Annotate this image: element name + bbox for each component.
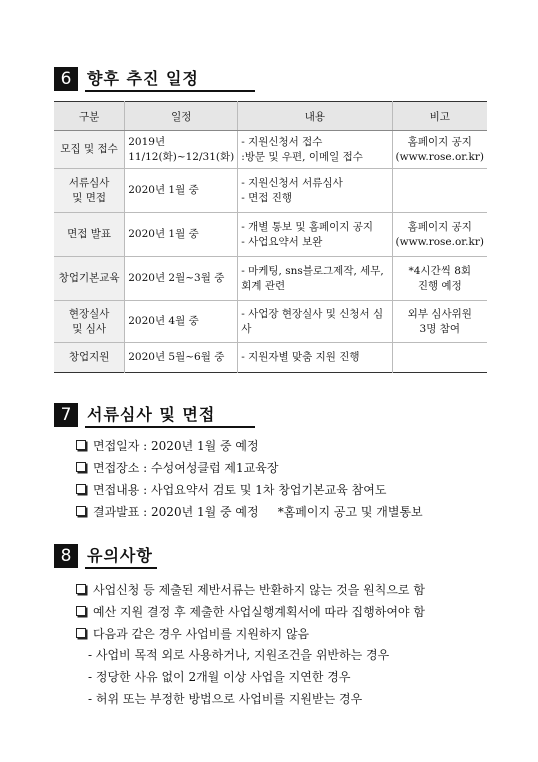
cell-note: *4시간씩 8회 진행 예정 bbox=[392, 257, 487, 301]
checkbox-bullet-icon bbox=[76, 462, 86, 472]
cell-category: 창업지원 bbox=[54, 343, 125, 373]
cell-note bbox=[392, 169, 487, 213]
table-header-row bbox=[54, 102, 487, 131]
cell-date: 2020년 2월~3월 중 bbox=[125, 257, 238, 301]
section-title: 서류심사 및 면접 bbox=[87, 405, 216, 424]
checkbox-bullet-icon bbox=[76, 584, 86, 594]
table-row bbox=[54, 169, 487, 213]
list-item bbox=[76, 434, 423, 456]
checkbox-bullet-icon bbox=[76, 506, 86, 516]
cell-category: 모집 및 접수 bbox=[54, 131, 125, 169]
section-title: 향후 추진 일정 bbox=[87, 69, 199, 88]
header-content: 내용 bbox=[238, 102, 392, 131]
list-item-text: 면접장소 : 수성여성클럽 제1교육장 bbox=[93, 460, 279, 475]
schedule-table bbox=[54, 101, 487, 373]
cell-note bbox=[392, 343, 487, 373]
sub-list-item: - 정당한 사유 없이 2개월 이상 사업을 지연한 경우 bbox=[88, 670, 351, 684]
cell-category: 창업기본교육 bbox=[54, 257, 125, 301]
list-item bbox=[76, 478, 423, 500]
notice-list bbox=[76, 578, 425, 644]
list-item-text: 결과발표 : 2020년 1월 중 예정 *홈페이지 공고 및 개별통보 bbox=[93, 504, 423, 519]
checkbox-bullet-icon bbox=[76, 484, 86, 494]
table-row bbox=[54, 257, 487, 301]
list-item bbox=[76, 456, 423, 478]
table-row bbox=[54, 301, 487, 343]
cell-date: 2019년 11/12(화)~12/31(화) bbox=[125, 131, 238, 169]
cell-content: - 사업장 현장실사 및 신청서 심사 bbox=[238, 301, 392, 343]
title-underline bbox=[85, 567, 157, 569]
header-category: 구분 bbox=[54, 102, 125, 131]
sub-list-item: - 허위 또는 부정한 방법으로 사업비를 지원받는 경우 bbox=[88, 692, 363, 706]
title-underline bbox=[85, 426, 255, 428]
cell-content: - 지원신청서 서류심사 - 면접 진행 bbox=[238, 169, 392, 213]
list-item-text: 면접내용 : 사업요약서 검토 및 1차 창업기본교육 참여도 bbox=[93, 482, 387, 497]
cell-category: 현장실사 및 심사 bbox=[54, 301, 125, 343]
cell-date: 2020년 1월 중 bbox=[125, 213, 238, 257]
section-8-heading bbox=[54, 543, 153, 568]
section-number: 8 bbox=[54, 544, 78, 568]
cell-date: 2020년 4월 중 bbox=[125, 301, 238, 343]
list-item-text: 다음과 같은 경우 사업비를 지원하지 않음 bbox=[93, 626, 310, 641]
section-6-heading bbox=[54, 66, 199, 91]
list-item bbox=[76, 622, 425, 644]
list-item-text: 예산 지원 결정 후 제출한 사업실행계획서에 따라 집행하여야 함 bbox=[93, 604, 425, 619]
section-7-heading bbox=[54, 402, 215, 427]
header-note: 비고 bbox=[392, 102, 487, 131]
checkbox-bullet-icon bbox=[76, 606, 86, 616]
cell-category: 면접 발표 bbox=[54, 213, 125, 257]
cell-category: 서류심사 및 면접 bbox=[54, 169, 125, 213]
section-number: 6 bbox=[54, 67, 78, 91]
list-item-text: 사업신청 등 제출된 제반서류는 반환하지 않는 것을 원칙으로 함 bbox=[93, 582, 425, 597]
list-item bbox=[76, 500, 423, 522]
table-row bbox=[54, 213, 487, 257]
cell-note: 홈페이지 공지 (www.rose.or.kr) bbox=[392, 131, 487, 169]
section-number: 7 bbox=[54, 403, 78, 427]
list-item-text: 면접일자 : 2020년 1월 중 예정 bbox=[93, 438, 259, 453]
notice-sublist bbox=[88, 644, 389, 710]
cell-content: - 지원신청서 접수 :방문 및 우편, 이메일 접수 bbox=[238, 131, 392, 169]
table-row bbox=[54, 343, 487, 373]
cell-content: - 마케팅, sns블로그제작, 세무, 회계 관련 bbox=[238, 257, 392, 301]
cell-note: 홈페이지 공지 (www.rose.or.kr) bbox=[392, 213, 487, 257]
sub-list-item: - 사업비 목적 외로 사용하거나, 지원조건을 위반하는 경우 bbox=[88, 648, 390, 662]
header-date: 일정 bbox=[125, 102, 238, 131]
cell-date: 2020년 1월 중 bbox=[125, 169, 238, 213]
cell-date: 2020년 5월~6월 중 bbox=[125, 343, 238, 373]
table-row bbox=[54, 131, 487, 169]
title-underline bbox=[85, 90, 255, 92]
cell-content: - 개별 통보 및 홈페이지 공지 - 사업요약서 보완 bbox=[238, 213, 392, 257]
list-item bbox=[76, 600, 425, 622]
cell-note: 외부 심사위원 3명 참여 bbox=[392, 301, 487, 343]
cell-content: - 지원자별 맞춤 지원 진행 bbox=[238, 343, 392, 373]
list-item bbox=[76, 578, 425, 600]
section-title: 유의사항 bbox=[87, 546, 153, 565]
checkbox-bullet-icon bbox=[76, 440, 86, 450]
interview-info-list bbox=[76, 434, 423, 522]
checkbox-bullet-icon bbox=[76, 628, 86, 638]
